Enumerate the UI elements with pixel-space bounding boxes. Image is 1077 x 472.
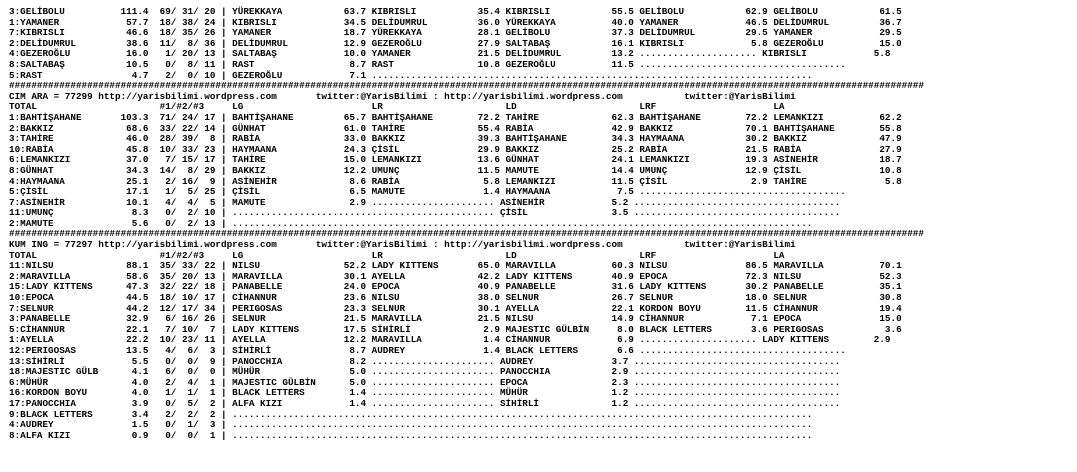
text-line: 11:NILSU 88.1 35/ 33/ 22 | NILSU 52.2 LADY KITTENS 65.0 MARAVILLA 60.3 NILSU 86.5 MARAVILLA 70.1 (9, 260, 902, 272)
text-line: 15:LADY KITTENS 47.3 32/ 22/ 18 | PANABELLE 24.0 EPOCA 40.9 PANABELLE 31.6 LADY KITTENS 30.2 PANABELLE 35.1 (9, 281, 902, 293)
text-line: #################################################################################################################################################################### (9, 228, 924, 240)
text-line: 10:RABİA 45.8 10/ 33/ 23 | HAYMAANA 24.3 ÇİSİL 29.9 BAKKIZ 25.2 RABİA 21.5 RABİA 27.9 (9, 143, 902, 155)
text-line: 12:PERIGOSAS 13.5 4/ 6/ 3 | SİHİRLİ 8.7 AUDREY 1.4 BLACK LETTERS 6.6 ..................................... (9, 345, 846, 356)
text-line: 2:BAKKIZ 68.6 33/ 22/ 14 | GÜNHAT 61.0 TAHİRE 55.4 RABİA 42.9 BAKKIZ 70.1 BAHTİŞAHANE 55.8 (9, 122, 902, 134)
text-line: 18:MAJESTIC GÜLB 4.1 6/ 0/ 0 | MÜHÜR 5.0 ...................... PANOCCHIA 2.9 ..................................... (9, 366, 841, 378)
text-line: 13:SİHİRLİ 5.5 0/ 0/ 9 | PANOCCHIA 8.2 ...................... AUDREY 3.7 ..................................... (9, 355, 841, 367)
text-line: 16:KORDON BOYU 4.0 1/ 1/ 1 | BLACK LETTERS 1.4 ...................... MÜHÜR 1.2 ..................................... (9, 387, 841, 399)
text-line: 7:ASİNEHİR 10.1 4/ 4/ 5 | MAMUTE 2.9 ...................... ASİNEHİR 5.2 ..................................... (9, 196, 841, 208)
text-line: 6:MÜHÜR 4.0 2/ 4/ 1 | MAJESTIC GÜLBİN 5.0 ...................... EPOCA 2.3 ..................................... (9, 376, 841, 388)
text-line: 2:MARAVILLA 58.6 35/ 20/ 13 | MARAVILLA 30.1 AYELLA 42.2 LADY KITTENS 40.9 EPOCA 72.3 NILSU 52.3 (9, 270, 902, 282)
text-line: #################################################################################################################################################################### (9, 80, 924, 92)
text-line: 5:ÇİSİL 17.1 1/ 5/ 25 | ÇİSİL 6.5 MAMUTE 1.4 HAYMAANA 7.5 ..................................... (9, 186, 846, 198)
text-line: 3:PANABELLE 32.9 6/ 16/ 26 | SELNUR 21.5 MARAVILLA 21.5 NILSU 14.9 CİHANNUR 7.1 EPOCA 15.0 (9, 313, 902, 325)
text-line: 3:TAHİRE 46.0 28/ 39/ 8 | RABİA 33.0 BAKKIZ 39.3 BAHTİŞAHANE 34.3 HAYMAANA 30.2 BAKKIZ 47.9 (9, 133, 902, 145)
text-line: 2:DELİDUMRUL 38.6 11/ 8/ 36 | DELİDUMRUL 12.9 GEZEROĞLU 27.9 SALTABAŞ 16.1 KIBRISLI 5.8 GEZEROĞLU 15.0 (9, 37, 902, 49)
text-line: 9:BLACK LETTERS 3.4 2/ 2/ 2 | ........................................................................................................ (9, 408, 813, 420)
text-line: 5:CİHANNUR 22.1 7/ 10/ 7 | LADY KITTENS 17.5 SİHİRLİ 2.9 MAJESTIC GÜLBİN 8.0 BLACK LETTERS 3.6 PERIGOSAS 3.6 (9, 323, 902, 335)
text-line: 7:SELNUR 44.2 12/ 17/ 34 | PERIGOSAS 23.3 SELNUR 30.1 AYELLA 22.1 KORDON BOYU 11.5 CİHANNUR 19.4 (9, 302, 902, 314)
text-line: 3:GELİBOLU 111.4 69/ 31/ 20 | YÜREKKAYA 63.7 KIBRISLI 35.4 KIBRISLI 55.5 GELİBOLU 62.9 GELİBOLU 61.5 (9, 6, 902, 17)
text-line: TOTAL #1/#2/#3 LG LR LD LRF LA (9, 101, 785, 113)
text-line: 17:PANOCCHIA 3.9 0/ 5/ 2 | ALFA KIZI 1.4 ...................... SİHİRLİ 1.2 ..................................... (9, 397, 841, 409)
text-line: CIM ARA = 77299 http://yarisbilimi.wordpress.com twitter:@YarisBilimi : http://yarisbilimi.wordpress.com twitter:@YarisBilimi (9, 90, 796, 102)
text-line: 11:UMUNÇ 8.3 0/ 2/ 10 | ............................................... ÇİSİL 3.5 ..................................... (9, 207, 841, 219)
text-line: 7:KIBRISLI 46.6 18/ 35/ 26 | YAMANER 18.7 YÜREKKAYA 28.1 GELİBOLU 37.3 DELİDUMRUL 29.5 YAMANER 29.5 (9, 27, 902, 39)
text-line: 8:ALFA KIZI 0.9 0/ 0/ 1 | ........................................................................................................ (9, 429, 813, 441)
text-line: 8:SALTABAŞ 10.5 0/ 8/ 11 | RAST 8.7 RAST 10.8 GEZEROĞLU 11.5 ..................................... (9, 58, 846, 70)
text-line: 1:BAHTİŞAHANE 103.3 71/ 24/ 17 | BAHTİŞAHANE 65.7 BAHTİŞAHANE 72.2 TAHİRE 62.3 BAHTİŞAHANE 72.2 LEMANKIZI 62.2 (9, 111, 902, 123)
text-line: TOTAL #1/#2/#3 LG LR LD LRF LA (9, 249, 785, 261)
text-line: 1:AYELLA 22.2 10/ 23/ 11 | AYELLA 12.2 MARAVILLA 1.4 CİHANNUR 6.9 ..................... LADY KITTENS 2.9 (9, 334, 891, 346)
text-line: 4:AUDREY 1.5 0/ 1/ 3 | ........................................................................................................ (9, 419, 813, 431)
text-line: 4:GEZEROĞLU 16.0 1/ 20/ 13 | SALTABAŞ 10.0 YAMANER 21.5 DELİDUMRUL 13.2 ..................... KIBRISLI 5.8 (9, 48, 891, 60)
text-line: 8:GÜNHAT 34.3 14/ 8/ 29 | BAKKIZ 12.2 UMUNÇ 11.5 MAMUTE 14.4 UMUNÇ 12.9 ÇİSİL 10.8 (9, 164, 902, 176)
text-line: 6:LEMANKIZI 37.0 7/ 15/ 17 | TAHİRE 15.0 LEMANKIZI 13.6 GÜNHAT 24.1 LEMANKIZI 19.3 ASİNEHİR 18.7 (9, 154, 902, 166)
text-line: 10:EPOCA 44.5 18/ 10/ 17 | CİHANNUR 23.6 NILSU 38.0 SELNUR 26.7 SELNUR 18.0 SELNUR 30.8 (9, 292, 902, 304)
text-line: KUM ING = 77297 http://yarisbilimi.wordpress.com twitter:@YarisBilimi : http://yarisbilimi.wordpress.com twitter:@YarisBilimi (9, 239, 796, 251)
text-line: 4:HAYMAANA 25.1 2/ 16/ 9 | ASİNEHİR 8.6 RABİA 5.8 LEMANKIZI 11.5 ÇİSİL 2.9 TAHİRE 5.8 (9, 175, 902, 187)
text-line: 1:YAMANER 57.7 18/ 38/ 24 | KIBRISLI 34.5 DELİDUMRUL 36.0 YÜREKKAYA 40.0 YAMANER 46.5 DELİDUMRUL 36.7 (9, 16, 902, 28)
text-line: 5:RAST 4.7 2/ 0/ 10 | GEZEROĞLU 7.1 ............................................................................... (9, 69, 813, 81)
text-line: 2:MAMUTE 5.6 0/ 2/ 13 | ........................................................................................................ (9, 217, 813, 229)
